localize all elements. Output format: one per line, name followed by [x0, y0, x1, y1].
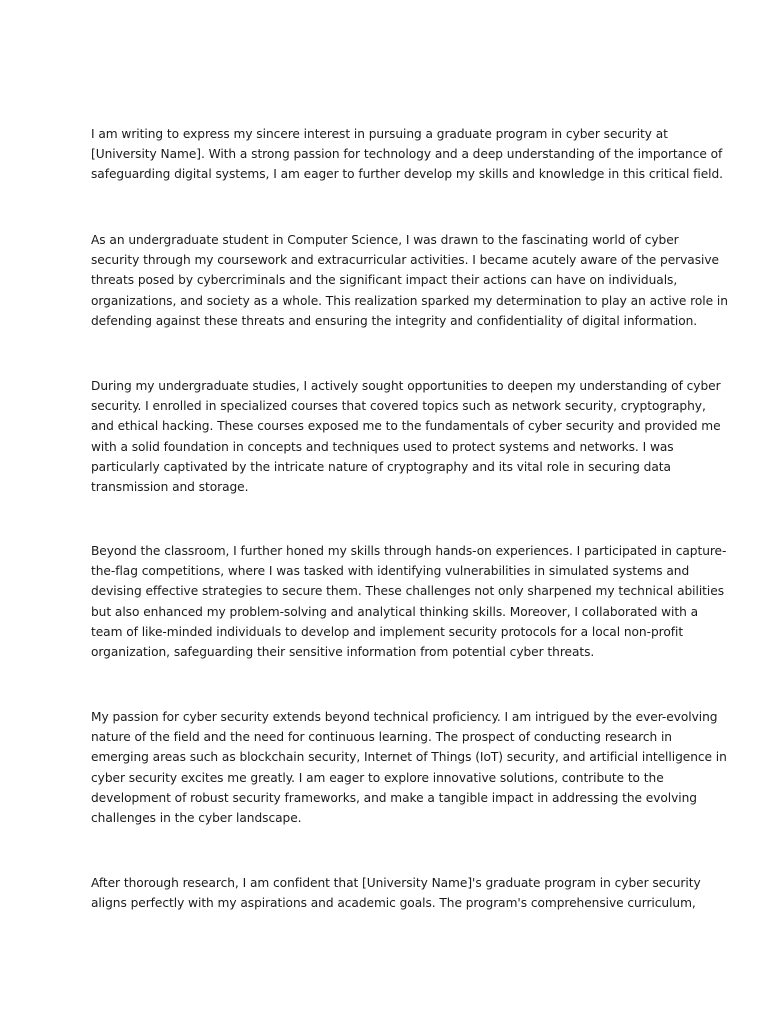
text-line: nature of the field and the need for continuous learning. The prospect of conducting research in [91, 730, 672, 745]
text-line: aligns perfectly with my aspirations and academic goals. The program's comprehensive curriculum, [91, 896, 696, 911]
text-line: During my undergraduate studies, I actively sought opportunities to deepen my understanding of cyber [91, 379, 721, 393]
text-line: My passion for cyber security extends beyond technical proficiency. I am intrigued by the ever-evolving [91, 710, 718, 724]
text-line: transmission and storage. [91, 480, 249, 495]
text-line: and ethical hacking. These courses exposed me to the fundamentals of cyber security and provided me [91, 419, 721, 434]
paragraph-hands-on-experience [91, 541, 727, 662]
text-line: the-flag competitions, where I was tasked with identifying vulnerabilities in simulated systems and [91, 564, 690, 579]
text-line: challenges in the cyber landscape. [91, 811, 302, 826]
text-line: Beyond the classroom, I further honed my skills through hands-on experiences. I participated in capture- [91, 544, 727, 558]
text-line: threats posed by cybercriminals and the significant impact their actions can have on individuals, [91, 273, 678, 288]
text-line: After thorough research, I am confident that [University Name]'s graduate program in cyber security [91, 876, 701, 890]
text-line: organizations, and society as a whole. This realization sparked my determination to play an active role in [91, 293, 728, 308]
text-line: devising effective strategies to secure them. These challenges not only sharpened my technical abilities [91, 584, 724, 599]
text-line: particularly captivated by the intricate nature of cryptography and its vital role in securing data [91, 459, 671, 474]
text-line: As an undergraduate student in Computer Science, I was drawn to the fascinating world of cyber [91, 233, 679, 247]
paragraph-program-fit [91, 873, 701, 913]
text-line: I am writing to express my sincere interest in pursuing a graduate program in cyber security at [91, 127, 668, 141]
text-line: [University Name]. With a strong passion for technology and a deep understanding of the importance of [91, 147, 723, 162]
paragraph-introduction [91, 124, 723, 185]
text-line: organization, safeguarding their sensitive information from potential cyber threats. [91, 645, 595, 660]
text-line: development of robust security frameworks, and make a tangible impact in addressing the evolving [91, 790, 697, 805]
text-line: safeguarding digital systems, I am eager to further develop my skills and knowledge in this critical field. [91, 167, 723, 182]
text-line: defending against these threats and ensuring the integrity and confidentiality of digital information. [91, 313, 698, 328]
paragraph-coursework [91, 376, 721, 497]
text-line: with a solid foundation in concepts and techniques used to protect systems and networks. I was [91, 439, 674, 454]
paragraph-undergraduate-background [91, 230, 728, 331]
text-line: team of like-minded individuals to develop and implement security protocols for a local non-profit [91, 624, 684, 639]
text-line: cyber security excites me greatly. I am eager to explore innovative solutions, contribute to the [91, 770, 664, 785]
text-line: emerging areas such as blockchain security, Internet of Things (IoT) security, and artificial intelligence in [91, 750, 727, 765]
paragraph-research-interests [91, 707, 727, 828]
text-line: but also enhanced my problem-solving and analytical thinking skills. Moreover, I collaborated with a [91, 604, 698, 619]
text-line: security. I enrolled in specialized courses that covered topics such as network security, cryptography, [91, 399, 706, 414]
text-line: security through my coursework and extracurricular activities. I became acutely aware of the pervasive [91, 253, 719, 268]
